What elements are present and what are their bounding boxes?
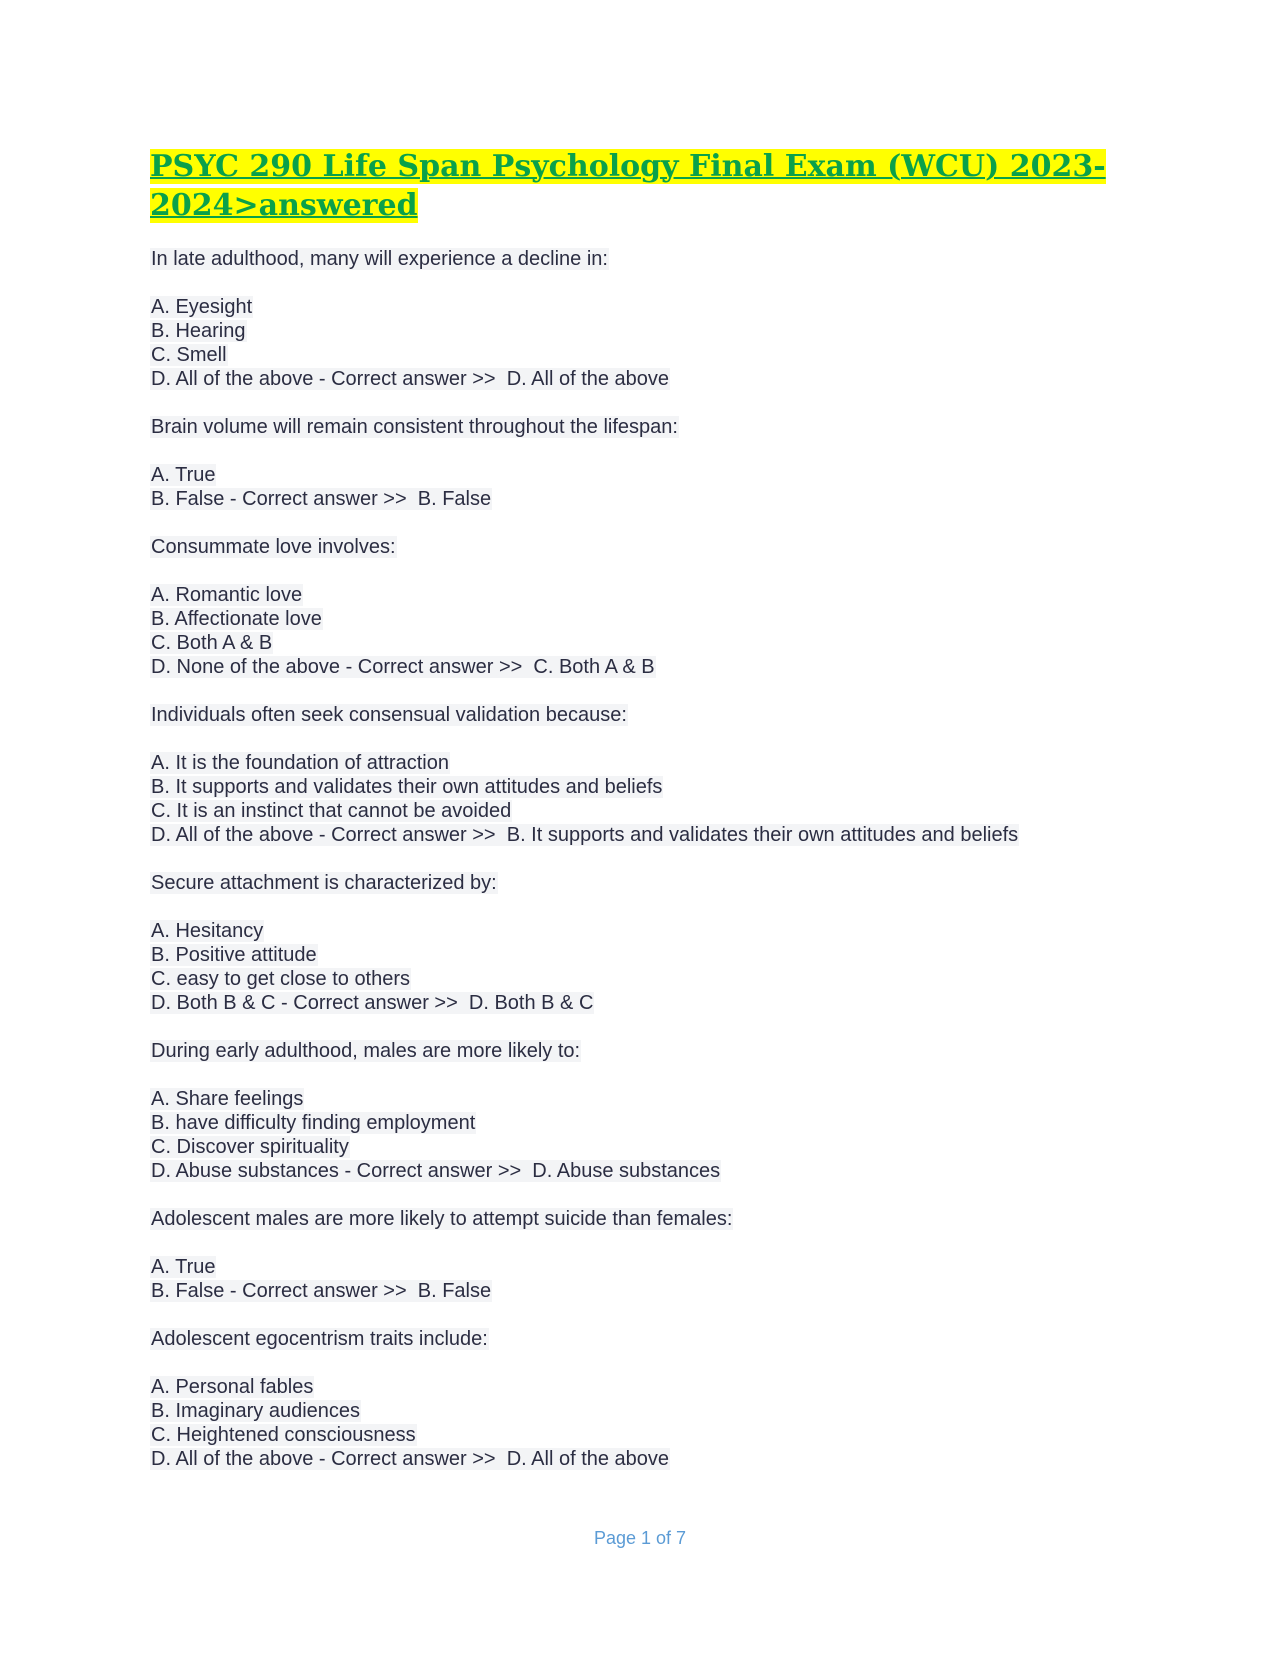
question-prompt-text: Consummate love involves:: [151, 536, 396, 558]
answer-option-text: B. have difficulty finding employment: [151, 1112, 476, 1134]
question-block: [150, 703, 1150, 847]
answer-option: [150, 1399, 1150, 1423]
answer-option-text: A. Hesitancy: [151, 920, 264, 942]
page-number: Page 1 of 7: [593, 1528, 687, 1548]
answer-option: [150, 991, 1150, 1015]
answer-option: [150, 919, 1150, 943]
document-title: [150, 147, 1150, 225]
answer-option-text: A. Romantic love: [151, 584, 303, 606]
question-prompt: [150, 871, 1150, 895]
question-prompt-text: Secure attachment is characterized by:: [151, 872, 497, 894]
answer-option: [150, 1111, 1150, 1135]
answer-option-text: A. True: [151, 464, 216, 486]
answer-option-text: D. All of the above - Correct answer >> D. All of the above: [151, 368, 670, 390]
answer-option-text: C. Heightened consciousness: [151, 1424, 416, 1446]
question-block: [150, 415, 1150, 511]
answer-option-text: A. It is the foundation of attraction: [151, 752, 449, 774]
answer-option: [150, 367, 1150, 391]
answer-option-text: C. easy to get close to others: [151, 968, 411, 990]
question-prompt-text: Adolescent egocentrism traits include:: [151, 1328, 488, 1350]
answer-option-text: B. Hearing: [151, 320, 246, 342]
answer-option: [150, 1087, 1150, 1111]
question-prompt: [150, 415, 1150, 439]
answer-option-text: C. Smell: [151, 344, 227, 366]
answer-option: [150, 1423, 1150, 1447]
answer-option-text: C. Both A & B: [151, 632, 273, 654]
question-list: [150, 247, 1150, 1471]
question-prompt: [150, 1327, 1150, 1351]
answer-option: [150, 607, 1150, 631]
answer-option-text: D. All of the above - Correct answer >> D. All of the above: [151, 1448, 670, 1470]
answer-option: [150, 295, 1150, 319]
question-block: [150, 1327, 1150, 1471]
answer-option-text: B. False - Correct answer >> B. False: [151, 1280, 492, 1302]
question-block: [150, 535, 1150, 679]
answer-option-text: D. Both B & C - Correct answer >> D. Both B & C: [151, 992, 594, 1014]
answer-option: [150, 943, 1150, 967]
answer-option-text: B. Affectionate love: [151, 608, 322, 630]
document-content: [150, 147, 1150, 1495]
answer-option-text: D. Abuse substances - Correct answer >> D. Abuse substances: [151, 1160, 721, 1182]
question-prompt-text: During early adulthood, males are more likely to:: [151, 1040, 581, 1062]
answer-option-text: B. Imaginary audiences: [151, 1400, 361, 1422]
answer-option-text: B. Positive attitude: [151, 944, 317, 966]
answer-option-text: D. All of the above - Correct answer >> B. It supports and validates their own attitudes and beliefs: [151, 824, 1019, 846]
question-prompt-text: In late adulthood, many will experience a decline in:: [151, 248, 608, 270]
answer-option: [150, 799, 1150, 823]
question-prompt-text: Individuals often seek consensual validation because:: [151, 704, 627, 726]
question-prompt: [150, 1207, 1150, 1231]
answer-option: [150, 1159, 1150, 1183]
answer-option: [150, 751, 1150, 775]
document-title-text: PSYC 290 Life Span Psychology Final Exam (WCU) 2023-2024>answered: [150, 149, 1106, 223]
answer-option-text: A. Share feelings: [151, 1088, 304, 1110]
answer-option-text: B. False - Correct answer >> B. False: [151, 488, 492, 510]
question-block: [150, 247, 1150, 391]
answer-option: [150, 583, 1150, 607]
question-prompt: [150, 535, 1150, 559]
answer-option-text: C. It is an instinct that cannot be avoided: [151, 800, 512, 822]
answer-option-text: A. True: [151, 1256, 216, 1278]
answer-option: [150, 1375, 1150, 1399]
question-block: [150, 1207, 1150, 1303]
question-prompt: [150, 247, 1150, 271]
answer-option: [150, 1135, 1150, 1159]
answer-option-text: A. Eyesight: [151, 296, 253, 318]
answer-option-text: B. It supports and validates their own attitudes and beliefs: [151, 776, 663, 798]
answer-option-text: A. Personal fables: [151, 1376, 314, 1398]
answer-option: [150, 655, 1150, 679]
question-prompt: [150, 1039, 1150, 1063]
answer-option-text: D. None of the above - Correct answer >> C. Both A & B: [151, 656, 655, 678]
answer-option: [150, 775, 1150, 799]
answer-option-text: C. Discover spirituality: [151, 1136, 349, 1158]
answer-option: [150, 967, 1150, 991]
question-prompt-text: Brain volume will remain consistent throughout the lifespan:: [151, 416, 678, 438]
answer-option: [150, 1447, 1150, 1471]
answer-option: [150, 343, 1150, 367]
answer-option: [150, 463, 1150, 487]
answer-option: [150, 487, 1150, 511]
question-block: [150, 1039, 1150, 1183]
question-block: [150, 871, 1150, 1015]
question-prompt: [150, 703, 1150, 727]
page-footer: [0, 1528, 1280, 1549]
answer-option: [150, 823, 1150, 847]
answer-option: [150, 319, 1150, 343]
question-prompt-text: Adolescent males are more likely to attempt suicide than females:: [151, 1208, 733, 1230]
answer-option: [150, 1255, 1150, 1279]
answer-option: [150, 1279, 1150, 1303]
answer-option: [150, 631, 1150, 655]
